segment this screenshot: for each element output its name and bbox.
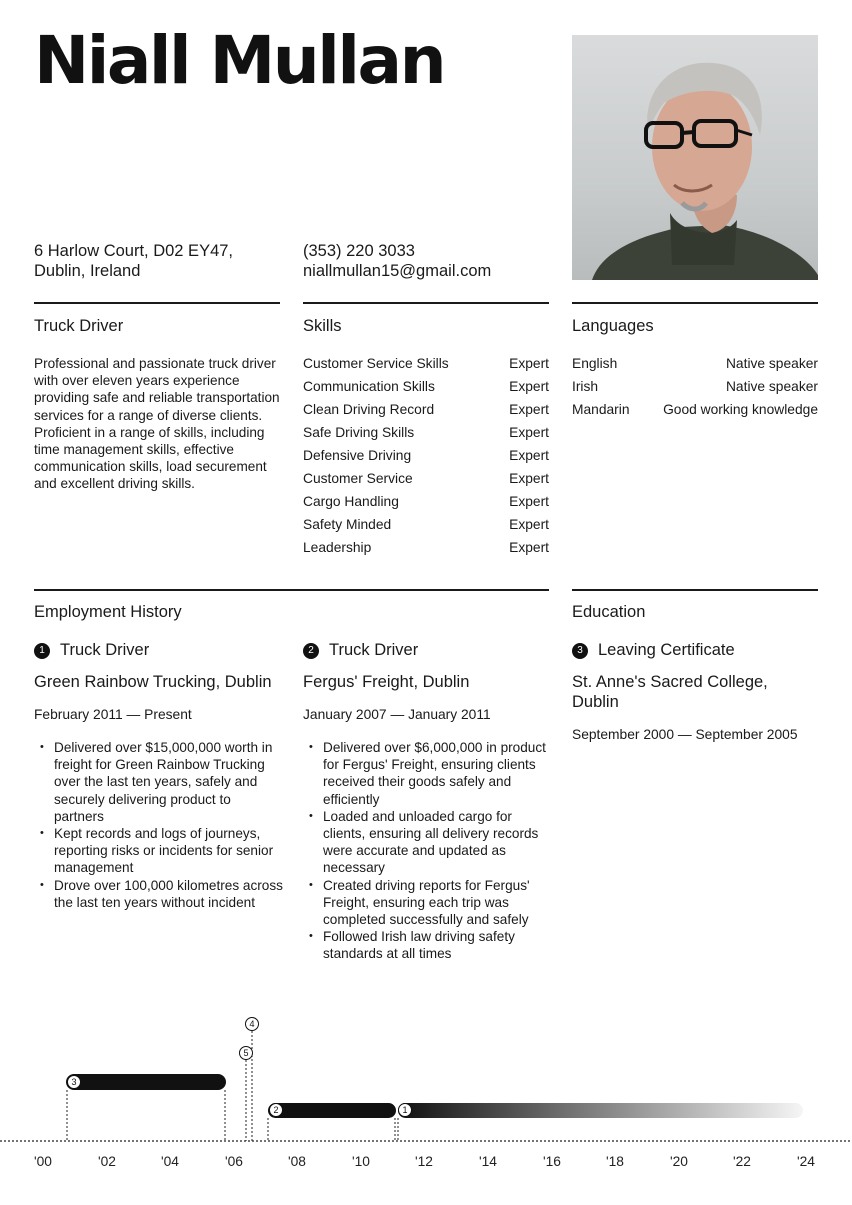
skill-name: Safe Driving Skills (303, 425, 415, 440)
skill-row (303, 467, 549, 490)
education-heading (572, 641, 818, 660)
list-item: • Delivered over $15,000,000 worth in freight for Green Rainbow Trucking over the last ten years, safely and securely delivering product to partners (34, 739, 284, 825)
skill-name: Safety Minded (303, 517, 392, 532)
timeline-tick-label: '02 (98, 1154, 116, 1169)
skill-level: Expert (509, 379, 549, 394)
list-item: • Delivered over $6,000,000 in product for Fergus' Freight, ensuring clients received their goods safely and efficiently (303, 739, 553, 808)
skills-title: Skills (303, 317, 342, 335)
language-level: Native speaker (725, 379, 818, 394)
list-item: • Created driving reports for Fergus' Freight, ensuring each trip was completed successfully and safely (303, 877, 553, 929)
skill-name: Communication Skills (303, 379, 435, 394)
list-item: • Followed Irish law driving safety standards at all times (303, 928, 553, 962)
timeline-tick-label: '04 (161, 1154, 179, 1169)
skill-level: Expert (509, 471, 549, 486)
language-name: Irish (572, 379, 599, 394)
timeline-tick-label: '18 (606, 1154, 624, 1169)
job-bullets (303, 739, 553, 963)
career-timeline (0, 1000, 852, 1200)
language-row (572, 375, 818, 398)
profile-summary: Professional and passionate truck driver with over eleven years experience providing safe and reliable transportation services for a range of diverse clients. Proficient in a range of skills, including time management skills, effective communication skills, load securement and excellent driving skills. (34, 356, 280, 492)
languages-title: Languages (572, 317, 654, 335)
timeline-marker-1: 1 (398, 1103, 412, 1117)
address-line-1: 6 Harlow Court, D02 EY47, (34, 242, 234, 260)
skills-list (303, 352, 549, 559)
divider (303, 302, 549, 304)
employment-title: Employment History (34, 603, 182, 621)
skill-level: Expert (509, 402, 549, 417)
skill-level: Expert (509, 356, 549, 371)
address-line-2: Dublin, Ireland (34, 262, 141, 280)
timeline-bar-education (66, 1074, 226, 1090)
timeline-bar-job-2 (268, 1103, 396, 1118)
language-level: Good working knowledge (663, 402, 818, 417)
language-level: Native speaker (725, 356, 818, 371)
skill-name: Customer Service (303, 471, 413, 486)
skill-row (303, 375, 549, 398)
job-title: Truck Driver (60, 641, 150, 659)
job-heading (303, 641, 553, 660)
divider (572, 589, 818, 591)
profile-photo (572, 35, 818, 280)
timeline-marker-2: 2 (269, 1103, 283, 1117)
skill-row (303, 444, 549, 467)
skill-level: Expert (509, 448, 549, 463)
job-company: Fergus' Freight, Dublin (303, 673, 470, 691)
job-bullets (34, 739, 284, 911)
skill-level: Expert (509, 425, 549, 440)
divider (34, 589, 549, 591)
timeline-tick-label: '12 (415, 1154, 433, 1169)
timeline-tick-label: '14 (479, 1154, 497, 1169)
skill-row (303, 421, 549, 444)
skill-row (303, 490, 549, 513)
job-dates: January 2007 — January 2011 (303, 707, 491, 722)
list-item: • Drove over 100,000 kilometres across the last ten years without incident (34, 877, 284, 911)
job-entry (34, 641, 284, 911)
skill-name: Customer Service Skills (303, 356, 449, 371)
timeline-tick-label: '08 (288, 1154, 306, 1169)
timeline-tick-label: '16 (543, 1154, 561, 1169)
timeline-tick-label: '24 (797, 1154, 815, 1169)
skill-row (303, 398, 549, 421)
skill-name: Clean Driving Record (303, 402, 435, 417)
candidate-name: Niall Mullan (34, 22, 445, 99)
timeline-tick-label: '20 (670, 1154, 688, 1169)
job-company: Green Rainbow Trucking, Dublin (34, 673, 272, 691)
skill-level: Expert (509, 540, 549, 555)
timeline-marker-4: 4 (245, 1017, 259, 1031)
timeline-tick-label: '06 (225, 1154, 243, 1169)
education-school: St. Anne's Sacred College, Dublin (572, 673, 768, 711)
languages-list (572, 352, 818, 421)
job-heading (34, 641, 284, 660)
skill-level: Expert (509, 517, 549, 532)
profile-title: Truck Driver (34, 317, 124, 335)
timeline-tick-label: '00 (34, 1154, 52, 1169)
timeline-bar-job-1 (398, 1103, 803, 1118)
education-degree: Leaving Certificate (598, 641, 735, 659)
language-name: English (572, 356, 618, 371)
skill-name: Cargo Handling (303, 494, 399, 509)
skill-level: Expert (509, 494, 549, 509)
email-address[interactable]: niallmullan15@gmail.com (303, 262, 492, 280)
timeline-tick-label: '10 (352, 1154, 370, 1169)
skill-row (303, 513, 549, 536)
timeline-marker-3: 3 (67, 1075, 81, 1089)
timeline-graphic (0, 1000, 852, 1200)
job-entry (303, 641, 553, 963)
timeline-tick-label: '22 (733, 1154, 751, 1169)
education-dates: September 2000 — September 2005 (572, 727, 798, 742)
job-number-badge: 1 (34, 643, 50, 659)
skill-row (303, 536, 549, 559)
list-item: • Loaded and unloaded cargo for clients, ensuring all delivery records were accurate and updated as necessary (303, 808, 553, 877)
skill-name: Defensive Driving (303, 448, 412, 463)
divider (34, 302, 280, 304)
language-name: Mandarin (572, 402, 630, 417)
timeline-marker-5: 5 (239, 1046, 253, 1060)
skill-row (303, 352, 549, 375)
job-number-badge: 2 (303, 643, 319, 659)
job-title: Truck Driver (329, 641, 419, 659)
phone-number[interactable]: (353) 220 3033 (303, 242, 415, 260)
language-row (572, 398, 818, 421)
profile-photo-portrait (572, 35, 818, 280)
education-title: Education (572, 603, 646, 621)
contact-block (303, 241, 491, 281)
job-dates: February 2011 — Present (34, 707, 192, 722)
education-number-badge: 3 (572, 643, 588, 659)
list-item: • Kept records and logs of journeys, reporting risks or incidents for senior management (34, 825, 284, 877)
education-entry (572, 641, 818, 742)
divider (572, 302, 818, 304)
language-row (572, 352, 818, 375)
address-block (34, 241, 233, 281)
skill-name: Leadership (303, 540, 372, 555)
